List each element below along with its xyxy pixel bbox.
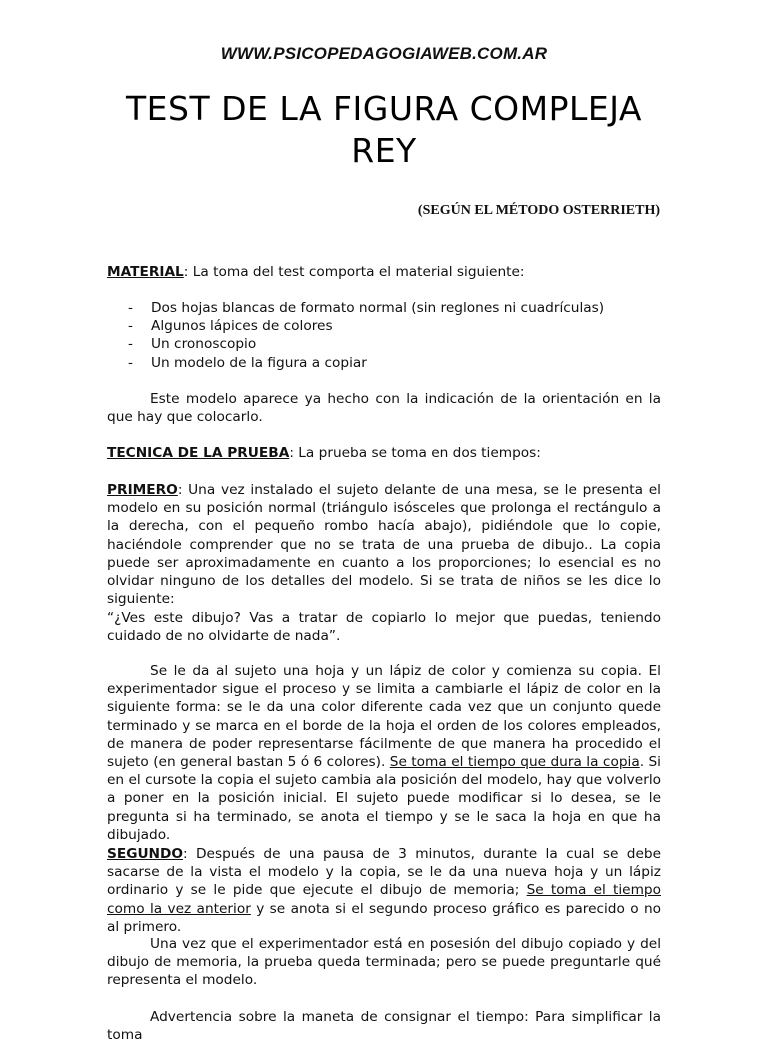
primero-paragraph bbox=[107, 481, 661, 608]
list-item: - Algunos lápices de colores bbox=[107, 317, 661, 335]
list-item: - Un cronoscopio bbox=[107, 335, 661, 353]
material-heading: MATERIAL bbox=[107, 264, 184, 280]
primero-text: : Una vez instalado el sujeto delante de una mesa, se le presenta el modelo en su posición normal (triángulo isósceles que prolonga el rectángulo a la derecha, con el pequeño rombo hacía abajo), pidiéndole que lo copie, haciéndole comprender que no se trata de una prueba de dibujo.. La copia puede ser aproximadamente en cuanto a los proporciones; lo esencial es no olvidar ninguno de los detalles del modelo. Si se trata de niños se les dice lo siguiente: bbox=[107, 482, 661, 608]
segundo-heading: SEGUNDO bbox=[107, 846, 184, 862]
site-url: WWW.PSICOPEDAGOGIAWEB.COM.AR bbox=[220, 44, 548, 63]
title-line-2: REY bbox=[351, 131, 417, 170]
material-paragraph bbox=[107, 263, 661, 281]
primero-quote: “¿Ves este dibujo? Vas a tratar de copiarlo lo mejor que puedas, teniendo cuidado de no olvidarte de nada”. bbox=[107, 610, 661, 645]
list-item: - Dos hojas blancas de formato normal (sin reglones ni cuadrículas) bbox=[107, 299, 661, 317]
primero-process-text-a: Se le da al sujeto una hoja y un lápiz de color y comienza su copia. El experimentador sigue el proceso y se limita a cambiarle el lápiz de color en la siguiente forma: se le da una color diferente cada vez que un conjunto quede terminado y se marca en el borde de la hoja el orden de los colores empleados, de manera de poder representarse fácilmente de que manera ha procedido el sujeto (en general bastan 5 ó 6 colores). bbox=[107, 663, 661, 771]
segundo-paragraph bbox=[107, 845, 661, 936]
segundo-time-note: Se toma el tiempo como la vez anterior bbox=[107, 882, 661, 917]
primero-process-paragraph bbox=[107, 662, 661, 844]
segundo-text-b: y se anota si el segundo proceso gráfico es parecido o no al primero. bbox=[107, 900, 662, 935]
page-title bbox=[0, 88, 768, 172]
primero-time-note: Se toma el tiempo que dura la copia bbox=[389, 754, 640, 771]
material-note: Este modelo aparece ya hecho con la indicación de la orientación en la que hay que colocarlo. bbox=[107, 391, 661, 426]
title-line-1: TEST DE LA FIGURA COMPLEJA bbox=[125, 89, 642, 128]
material-intro: : La toma del test comporta el material siguiente: bbox=[183, 264, 525, 280]
advertencia-line: Advertencia sobre la maneta de consignar el tiempo: Para simplificar la toma bbox=[107, 1009, 661, 1044]
primero-heading: PRIMERO bbox=[107, 482, 178, 498]
list-item: - Un modelo de la figura a copiar bbox=[107, 354, 661, 372]
material-list bbox=[107, 299, 661, 372]
tecnica-text: : La prueba se toma en dos tiempos: bbox=[289, 445, 541, 461]
tecnica-heading: TECNICA DE LA PRUEBA bbox=[107, 445, 290, 461]
segundo-conclusion: Una vez que el experimentador está en posesión del dibujo copiado y del dibujo de memoria, la prueba queda terminada; pero se puede preguntarle qué representa el modelo. bbox=[107, 936, 661, 989]
segundo-text-a: : Después de una pausa de 3 minutos, durante la cual se debe sacarse de la vista el modelo y la copia, se le da una nueva hoja y un lápiz ordinario y se le pide que ejecute el dibujo de memoria; bbox=[107, 846, 661, 899]
subtitle: (SEGÚN EL MÉTODO OSTERRIETH) bbox=[417, 203, 660, 218]
primero-process-text-b: . Si en el cursote la copia el sujeto cambia ala posición del modelo, hay que volverlo a poner en la posición inicial. El sujeto puede modificar si lo desea, se le pregunta si ha terminado, se anota el tiempo y se le saca la hoja en que ha dibujado. bbox=[107, 754, 661, 843]
tecnica-paragraph bbox=[107, 444, 661, 462]
